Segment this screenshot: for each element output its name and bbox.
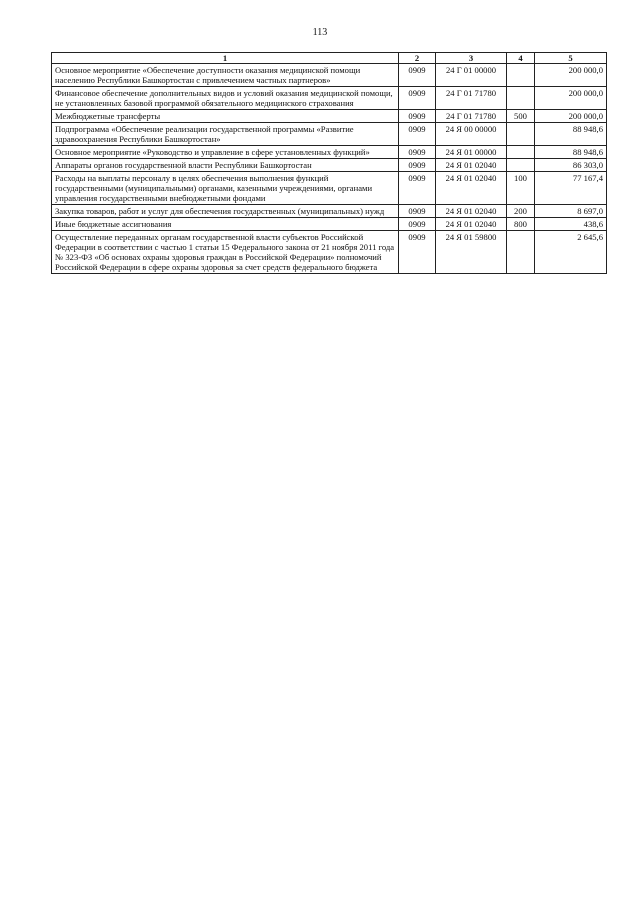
page-number: 113 [312,27,328,38]
cell-name: Закупка товаров, работ и услуг для обеспечения государственных (муниципальных) нужд [52,205,399,218]
cell-amount: 200 000,0 [535,87,607,110]
cell-section: 0909 [399,159,436,172]
cell-target-code: 24 Я 01 02040 [436,218,507,231]
table-row [52,146,607,159]
cell-expense-type: 100 [507,172,535,205]
table-row [52,123,607,146]
column-header-expense-type: 4 [507,53,535,64]
table-row [52,172,607,205]
cell-expense-type: 800 [507,218,535,231]
cell-target-code: 24 Г 01 00000 [436,64,507,87]
cell-name: Иные бюджетные ассигнования [52,218,399,231]
cell-amount: 200 000,0 [535,110,607,123]
cell-amount: 86 303,0 [535,159,607,172]
cell-expense-type: 200 [507,205,535,218]
cell-section: 0909 [399,205,436,218]
cell-name: Подпрограмма «Обеспечение реализации государственной программы «Развитие здравоохранения Республики Башкортостан» [52,123,399,146]
cell-name: Аппараты органов государственной власти Республики Башкортостан [52,159,399,172]
table-row [52,218,607,231]
cell-target-code: 24 Я 00 00000 [436,123,507,146]
cell-target-code: 24 Я 01 00000 [436,146,507,159]
table-row [52,205,607,218]
cell-expense-type [507,231,535,274]
cell-target-code: 24 Я 01 02040 [436,205,507,218]
table-header-row [52,53,607,64]
cell-expense-type [507,159,535,172]
table-row [52,110,607,123]
cell-expense-type [507,87,535,110]
column-header-name: 1 [52,53,399,64]
cell-expense-type: 500 [507,110,535,123]
cell-target-code: 24 Я 01 59800 [436,231,507,274]
column-header-section: 2 [399,53,436,64]
cell-name: Расходы на выплаты персоналу в целях обеспечения выполнения функций государственными (муниципальными) органами, казенными учреждениями, органами управления государственными внебюджетными фондами [52,172,399,205]
cell-section: 0909 [399,64,436,87]
cell-expense-type [507,64,535,87]
column-header-target-code: 3 [436,53,507,64]
cell-name: Межбюджетные трансферты [52,110,399,123]
cell-section: 0909 [399,110,436,123]
cell-section: 0909 [399,172,436,205]
cell-target-code: 24 Г 01 71780 [436,87,507,110]
cell-target-code: 24 Я 01 02040 [436,159,507,172]
cell-target-code: 24 Я 01 02040 [436,172,507,205]
cell-name: Основное мероприятие «Руководство и управление в сфере установленных функций» [52,146,399,159]
cell-name: Осуществление переданных органам государственной власти субъектов Российской Федерации в соответствии с частью 1 статьи 15 Федерального закона от 21 ноября 2011 года № 323-ФЗ «Об основах охраны здоровья граждан в Российской Федерации» полномочий Российской Федерации в сфере охраны здоровья за счет средств федерального бюджета [52,231,399,274]
cell-amount: 77 167,4 [535,172,607,205]
table-row [52,159,607,172]
table-row [52,64,607,87]
cell-amount: 88 948,6 [535,146,607,159]
column-header-amount: 5 [535,53,607,64]
cell-name: Основное мероприятие «Обеспечение доступности оказания медицинской помощи населению Республики Башкортостан с привлечением частных партнеров» [52,64,399,87]
cell-section: 0909 [399,231,436,274]
cell-amount: 8 697,0 [535,205,607,218]
cell-amount: 200 000,0 [535,64,607,87]
cell-section: 0909 [399,123,436,146]
cell-amount: 88 948,6 [535,123,607,146]
table-row [52,231,607,274]
cell-section: 0909 [399,146,436,159]
cell-amount: 438,6 [535,218,607,231]
cell-name: Финансовое обеспечение дополнительных видов и условий оказания медицинской помощи, не установленных базовой программой обязательного медицинского страхования [52,87,399,110]
table-row [52,87,607,110]
cell-section: 0909 [399,218,436,231]
cell-expense-type [507,123,535,146]
cell-section: 0909 [399,87,436,110]
cell-expense-type [507,146,535,159]
cell-amount: 2 645,6 [535,231,607,274]
budget-table [51,52,607,274]
cell-target-code: 24 Г 01 71780 [436,110,507,123]
